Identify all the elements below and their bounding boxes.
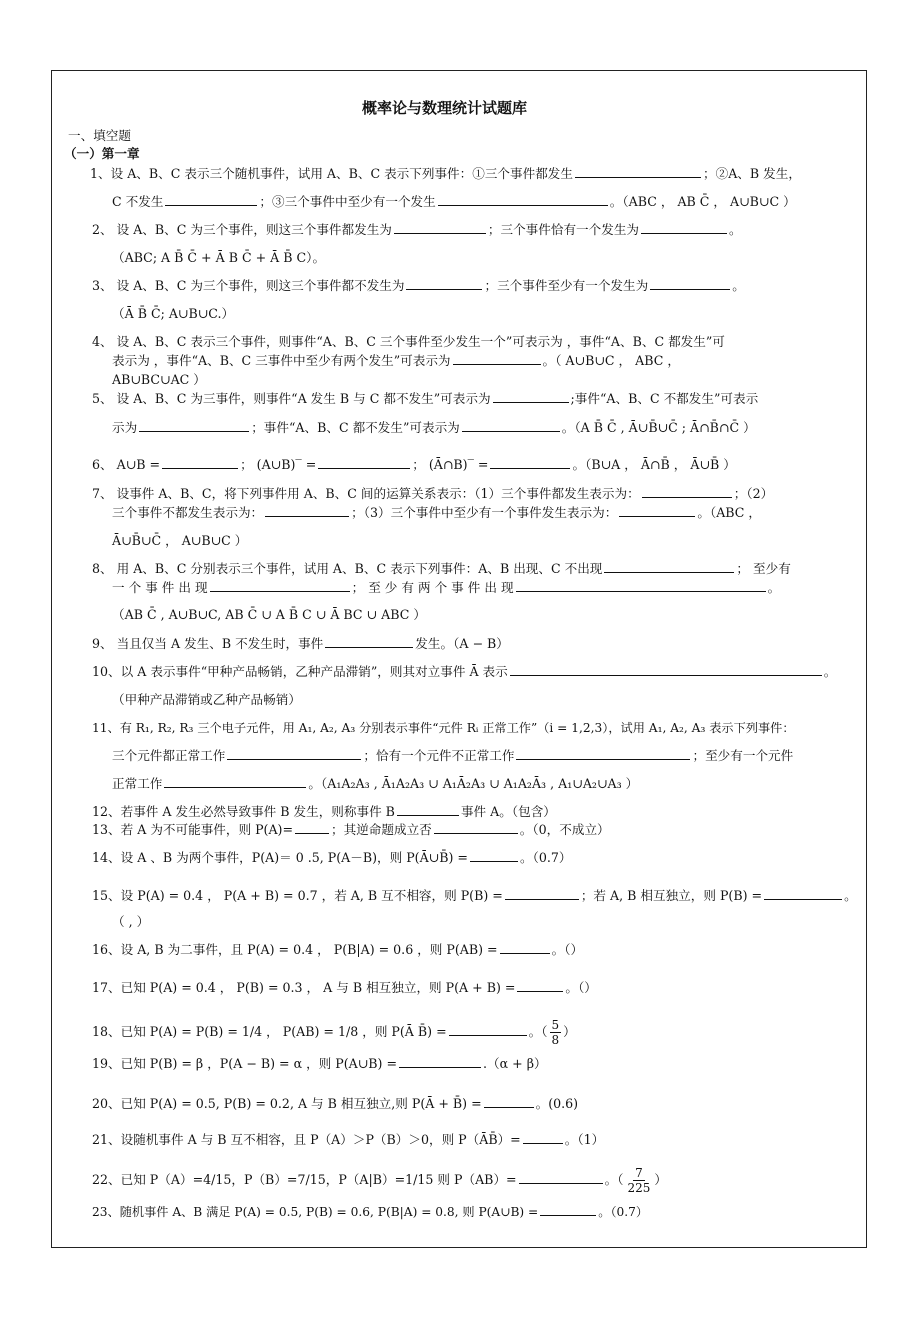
question-5: 5、 设 A、B、C 为三事件，则事件“A 发生 B 与 C 都不发生”可表示为 ;事件“A、B、C 不都发生”可表示 <box>92 391 759 406</box>
question-23: 23、随机事件 A、B 满足 P(A) = 0.5, P(B) = 0.6, P(B|A) = 0.8, 则 P(A∪B) = 。（0.7） <box>92 1205 649 1219</box>
question-8-answer: （AB C̄ , A∪B∪C, AB C̄ ∪ A B̄ C ∪ Ā BC ∪ ABC ） <box>112 607 426 622</box>
page-title: 概率论与数理统计试题库 <box>362 99 528 117</box>
answer-blank[interactable] <box>575 166 701 178</box>
answer-blank[interactable] <box>318 457 410 469</box>
chapter-heading: （一）第一章 <box>64 146 140 161</box>
answer-blank[interactable] <box>325 636 413 648</box>
answer-blank[interactable] <box>165 194 257 206</box>
question-1: 1、设 A、B、C 表示三个随机事件，试用 A、B、C 表示下列事件：①三个事件都发生 ；②A、B 发生， <box>90 166 801 181</box>
answer-blank[interactable] <box>399 1056 481 1068</box>
answer-blank[interactable] <box>453 353 541 365</box>
section-heading: 一、填空题 <box>68 128 131 143</box>
answer-blank[interactable] <box>517 980 563 992</box>
answer-blank[interactable] <box>510 664 822 676</box>
question-2-answer: （ABC; A B̄ C̄ + Ā B C̄ + Ā B̄ C）。 <box>112 250 326 265</box>
answer-blank[interactable] <box>540 1204 596 1216</box>
answer-blank[interactable] <box>493 391 569 403</box>
question-11-cont: 三个元件都正常工作 ；恰有一个元件不正常工作 ；至少有一个元件 <box>112 748 794 763</box>
question-19: 19、已知 P(B) = β ，P(A − B) = α ，则 P(A∪B) = .（α + β） <box>92 1056 547 1071</box>
question-15-answer: （ , ） <box>112 914 150 929</box>
answer-blank[interactable] <box>162 457 238 469</box>
question-8-cont: 一 个 事 件 出 现 ； 至 少 有 两 个 事 件 出 现 。 <box>112 580 781 595</box>
answer-blank[interactable] <box>295 822 329 834</box>
answer-blank[interactable] <box>641 222 727 234</box>
answer-blank[interactable] <box>164 776 306 788</box>
question-3: 3、 设 A、B、C 为三个事件，则这三个事件都不发生为 ；三个事件至少有一个发生为 。 <box>92 278 745 293</box>
question-5-cont: 示为 ；事件“A、B、C 都不发生”可表示为 。（A B̄ C̄ , Ā∪B̄∪C̄ ; Ā∩B̄∩C̄ ） <box>112 420 756 435</box>
question-7-cont: 三个事件不都发生表示为： ；（3）三个事件中至少有一个事件发生表示为： 。（ABC ， <box>112 505 762 520</box>
question-1-cont: C 不发生 ；③三个事件中至少有一个发生 。（ABC ， AB C̄ ， A∪B∪C ） <box>112 194 796 209</box>
answer-blank[interactable] <box>449 1024 527 1036</box>
question-6: 6、 A∪B = ； (A∪B)‾ = ； (Ā∩B)‾ = 。（B∪A ， Ā∩B̄ ， Ā∪B̄ ） <box>92 457 736 472</box>
question-14: 14、设 A 、B 为两个事件，P(A)＝ 0 .5, P(A－B)，则 P(Ā∪B̄) = 。（0.7） <box>92 850 572 865</box>
answer-blank[interactable] <box>438 194 608 206</box>
question-7-answer: Ā∪B̄∪C̄ ， A∪B∪C ） <box>112 533 248 548</box>
question-4-cont: 表示为 ，事件“A、B、C 三事件中至少有两个发生”可表示为 。（ A∪B∪C ， ABC ， <box>112 353 680 368</box>
answer-blank[interactable] <box>619 505 695 517</box>
answer-blank[interactable] <box>227 748 361 760</box>
answer-blank[interactable] <box>519 1172 603 1184</box>
answer-blank[interactable] <box>139 420 249 432</box>
question-3-answer: （Ā B̄ C̄; A∪B∪C.） <box>112 306 235 321</box>
question-4: 4、 设 A、B、C 表示三个事件，则事件“A、B、C 三个事件至少发生一个”可表示为 ，事件“A、B、C 都发生”可 <box>92 334 725 349</box>
answer-blank[interactable] <box>397 804 459 816</box>
fraction-7-225: $\frac{7}{225}$ <box>627 1166 651 1195</box>
answer-blank[interactable] <box>505 888 579 900</box>
question-9: 9、 当且仅当 A 发生、B 不发生时，事件 发生。（A − B） <box>92 636 509 651</box>
question-22: 22、已知 P（A）=4/15，P（B）=7/15，P（A|B）=1/15 则 P（AB）= 。（ $\frac{7}{225}$ ） <box>92 1166 667 1195</box>
question-11: 11、有 R₁, R₂, R₃ 三个电子元件，用 A₁, A₂, A₃ 分别表示事件“元件 Rᵢ 正常工作”（i = 1,2,3），试用 A₁, A₂, A₃ 表示下列事件： <box>92 721 795 735</box>
question-15: 15、设 P(A) = 0.4 ， P(A + B) = 0.7 ，若 A, B 互不相容，则 P(B) = ；若 A, B 相互独立，则 P(B) = 。 <box>92 888 857 903</box>
question-12: 12、若事件 A 发生必然导致事件 B 发生，则称事件 B 事件 A。（包含） <box>92 804 556 819</box>
answer-blank[interactable] <box>764 888 842 900</box>
question-16: 16、设 A, B 为二事件，且 P(A) = 0.4 ， P(B|A) = 0.6 ，则 P(AB) = 。（） <box>92 942 584 957</box>
answer-blank[interactable] <box>500 942 550 954</box>
answer-blank[interactable] <box>516 748 690 760</box>
answer-blank[interactable] <box>650 278 730 290</box>
question-21: 21、设随机事件 A 与 B 互不相容，且 P（A）＞P（B）＞0，则 P（ĀB̄）= 。（1） <box>92 1132 605 1147</box>
answer-blank[interactable] <box>394 222 486 234</box>
answer-blank[interactable] <box>523 1132 563 1144</box>
answer-blank[interactable] <box>604 561 734 573</box>
question-13: 13、若 A 为不可能事件，则 P(A)= ；其逆命题成立否 。（0，不成立） <box>92 822 610 837</box>
question-7: 7、 设事件 A、B、C，将下列事件用 A、B、C 间的运算关系表示：（1）三个事件都发生表示为： ；（2） <box>92 486 774 501</box>
question-2: 2、 设 A、B、C 为三个事件，则这三个事件都发生为 ；三个事件恰有一个发生为 。 <box>92 222 742 237</box>
question-11-answer: 正常工作 。（A₁A₂A₃ , Ā₁A₂A₃ ∪ A₁Ā₂A₃ ∪ A₁A₂Ā₃ , A₁∪A₂∪A₃ ） <box>112 776 639 791</box>
answer-blank[interactable] <box>642 486 732 498</box>
question-4-answer: AB∪BC∪AC ） <box>112 372 206 387</box>
answer-blank[interactable] <box>490 457 570 469</box>
answer-blank[interactable] <box>470 850 518 862</box>
question-17: 17、已知 P(A) = 0.4 ， P(B) = 0.3 ， A 与 B 相互独立，则 P(A + B) = 。（） <box>92 980 597 995</box>
answer-blank[interactable] <box>434 822 518 834</box>
question-10: 10、以 A 表示事件“甲种产品畅销，乙种产品滞销”，则其对立事件 Ā 表示 。 <box>92 664 837 679</box>
fraction-5-8: $\frac{5}{8}$ <box>551 1018 560 1047</box>
answer-blank[interactable] <box>210 580 350 592</box>
answer-blank[interactable] <box>406 278 482 290</box>
answer-blank[interactable] <box>462 420 560 432</box>
question-10-answer: （甲种产品滞销或乙种产品畅销） <box>112 692 301 707</box>
question-20: 20、已知 P(A) = 0.5, P(B) = 0.2, A 与 B 相互独立,则 P(Ā + B̄) = 。(0.6) <box>92 1096 579 1111</box>
answer-blank[interactable] <box>484 1096 534 1108</box>
question-18: 18、已知 P(A) = P(B) = 1/4 ， P(AB) = 1/8 ，则 P(Ā B̄) = 。（ $\frac{5}{8}$ ） <box>92 1018 576 1047</box>
answer-blank[interactable] <box>516 580 766 592</box>
question-8: 8、 用 A、B、C 分别表示三个事件，试用 A、B、C 表示下列事件：A、B 出现、C 不出现 ； 至少有 <box>92 561 791 576</box>
answer-blank[interactable] <box>265 505 349 517</box>
